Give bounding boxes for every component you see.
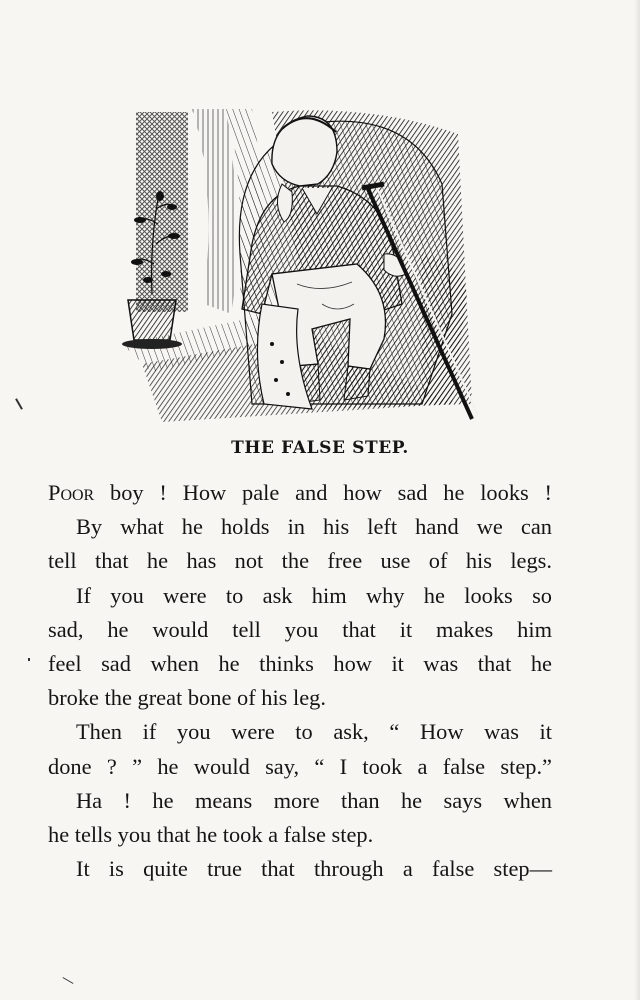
paragraph-5-line-2: he tells you that he took a false step. <box>48 822 374 848</box>
paragraph-3-line-3: feel sad when he thinks how it was that he <box>48 651 552 677</box>
paragraph-2-line-1: By what he holds in his left hand we can <box>76 514 552 540</box>
paragraph-1 <box>48 476 552 510</box>
margin-mark <box>28 658 30 661</box>
margin-mark <box>15 398 23 409</box>
paragraph-3-line-4: broke the great bone of his leg. <box>48 685 326 711</box>
boy-with-crutch-engraving <box>122 104 478 422</box>
illustration <box>122 104 478 422</box>
story-body <box>48 476 552 886</box>
page-edge <box>634 0 640 1000</box>
paragraph-6-line-1: It is quite true that through a false step— <box>76 856 552 882</box>
paragraph-4-line-1: Then if you were to ask, “ How was it <box>76 719 552 745</box>
paragraph-1-text: boy ! How pale and how sad he looks ! <box>94 480 552 505</box>
margin-mark <box>63 977 74 984</box>
drop-word: Poor <box>48 480 95 505</box>
paragraph-5-line-1: Ha ! he means more than he says when <box>76 787 552 813</box>
story-title: THE FALSE STEP. <box>231 438 409 458</box>
paragraph-4-line-2: done ? ” he would say, “ I took a false step.” <box>48 753 552 779</box>
paragraph-3-line-2: sad, he would tell you that it makes him <box>48 616 552 642</box>
paragraph-3-line-1: If you were to ask him why he looks so <box>76 582 552 608</box>
paragraph-2-line-2: tell that he has not the free use of his legs. <box>48 548 552 574</box>
